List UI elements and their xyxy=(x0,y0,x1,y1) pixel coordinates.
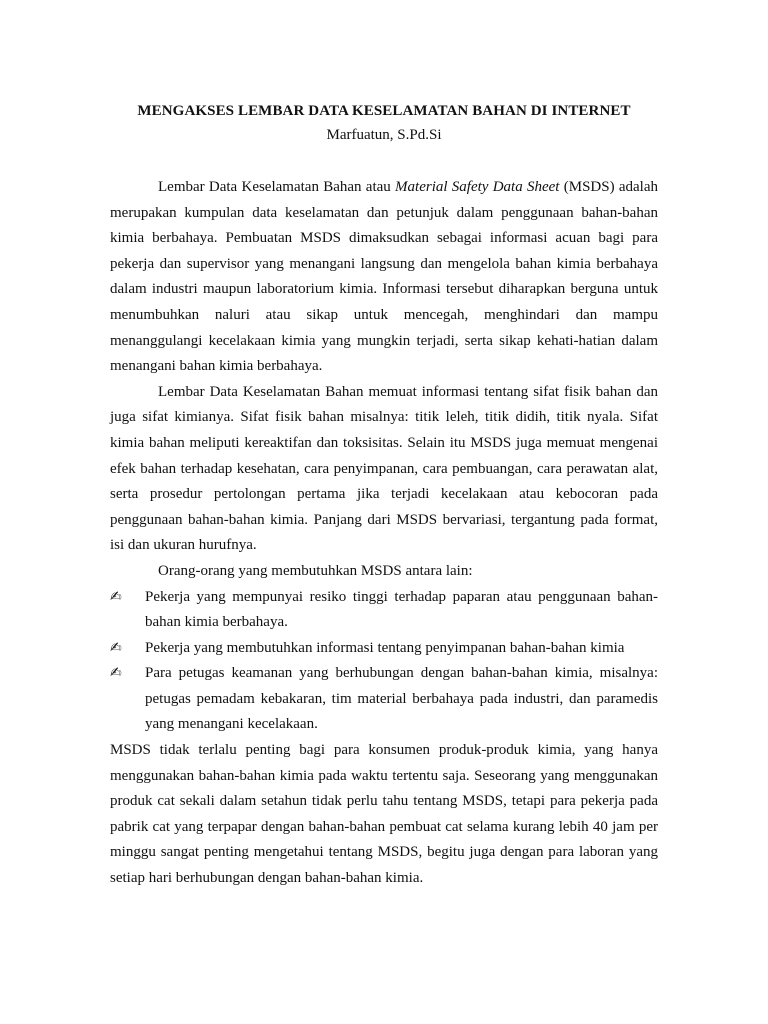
list-item xyxy=(110,636,658,662)
writing-hand-icon: ✍︎ xyxy=(110,666,122,682)
paragraph-who-needs: Orang-orang yang membutuhkan MSDS antara lain: xyxy=(158,562,473,579)
document-author: Marfuatun, S.Pd.Si xyxy=(326,127,442,143)
list-item-text: Pekerja yang mempunyai resiko tinggi terhadap paparan atau penggunaan bahan-bahan kimia berbahaya. xyxy=(145,588,658,631)
list-item-text: Para petugas keamanan yang berhubungan dengan bahan-bahan kimia, misalnya: petugas pemadam kebakaran, tim material berbahaya pada industri, dan paramedis yang menangani kecelakaan. xyxy=(145,665,658,733)
writing-hand-icon: ✍︎ xyxy=(110,589,122,605)
paragraph-intro xyxy=(110,175,658,380)
paragraph-properties: Lembar Data Keselamatan Bahan memuat informasi tentang sifat fisik bahan dan juga sifat kimianya. Sifat fisik bahan misalnya: titik leleh, titik didih, titik nyala. Sifat kimia bahan meliputi kereaktifan dan toksisitas. Selain itu MSDS juga memuat mengenai efek bahan terhadap kesehatan, cara penyimpanan, cara pembuangan, cara perawatan alat, serta prosedur pertolongan pertama jika terjadi kecelakaan atau kebocoran pada penggunaan bahan-bahan kimia. Panjang dari MSDS bervariasi, tergantung pada format, isi dan ukuran hurufnya. xyxy=(110,383,658,554)
paragraph-consumers: MSDS tidak terlalu penting bagi para konsumen produk-produk kimia, yang hanya menggunakan bahan-bahan kimia pada waktu tertentu saja. Seseorang yang menggunakan produk cat sekali dalam setahun tidak perlu tahu tentang MSDS, tetapi para pekerja pada pabrik cat yang terpapar dengan bahan-bahan pembuat cat selama kurang lebih 40 jam per minggu sangat penting mengetahui tentang MSDS, begitu juga dengan para laboran yang setiap hari berhubungan dengan bahan-bahan kimia. xyxy=(110,742,658,887)
paragraph-intro-italic-term: Material Safety Data Sheet xyxy=(395,179,560,195)
writing-hand-icon: ✍︎ xyxy=(110,640,122,656)
paragraph-intro-rest: (MSDS) adalah merupakan kumpulan data keselamatan dan petunjuk dalam penggunaan bahan-bahan kimia berbahaya. Pembuatan MSDS dimaksudkan sebagai informasi acuan bagi para pekerja dan supervisor yang menangani langsung dan mengelola bahan kimia berbahaya dalam industri maupun laboratorium kimia. Informasi tersebut diharapkan berguna untuk menumbuhkan naluri atau sikap untuk mencegah, menghindari dan mampu menanggulangi kecelakaan kimia yang mungkin terjadi, serta sikap kehati-hatian dalam menangani bahan kimia berbahaya. xyxy=(110,179,658,375)
list-item xyxy=(110,585,658,636)
list-item xyxy=(110,661,658,738)
paragraph-intro-start: Lembar Data Keselamatan Bahan atau xyxy=(158,179,396,195)
bullet-list xyxy=(110,585,658,739)
document-title: MENGAKSES LEMBAR DATA KESELAMATAN BAHAN DI INTERNET xyxy=(137,103,631,119)
list-item-text: Pekerja yang membutuhkan informasi tentang penyimpanan bahan-bahan kimia xyxy=(145,639,625,656)
